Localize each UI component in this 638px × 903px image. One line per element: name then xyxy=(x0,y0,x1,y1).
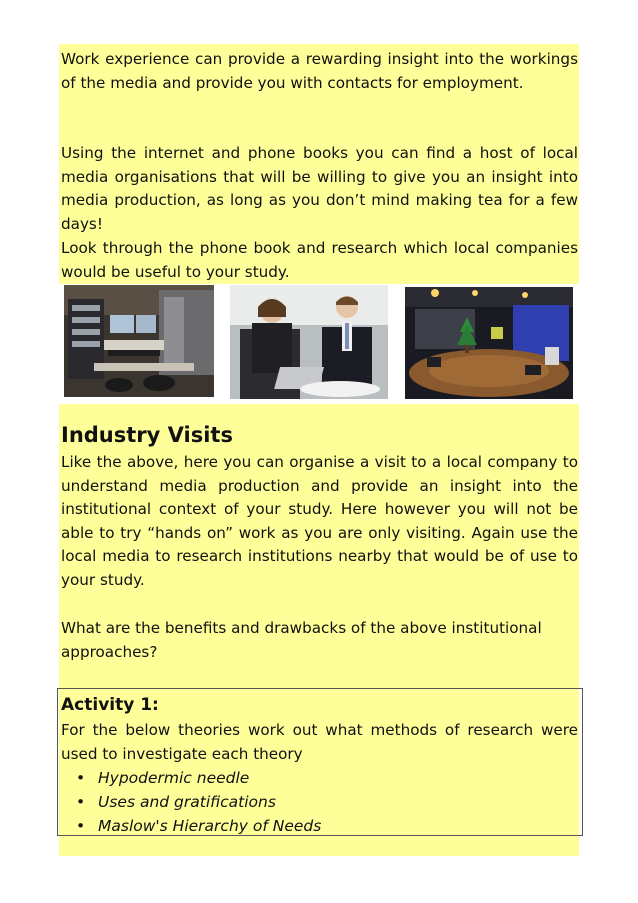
industry-paragraph-1: Like the above, here you can organise a visit to a local company to understand media production and provide an insight into the institutional context of your study. Here however you will not be able to try “hands on” work as you are only visiting. Again use the local media to research institutions nearby that would be of use to your study. xyxy=(61,453,578,589)
intro-paragraph-1: Work experience can provide a rewarding insight into the workings of the media and provide you with contacts for employment. xyxy=(61,50,578,92)
theory-list xyxy=(76,766,321,838)
activity-instructions: For the below theories work out what methods of research were used to investigate each theory xyxy=(61,721,578,763)
list-item xyxy=(76,766,321,790)
interview-photo xyxy=(230,285,388,399)
edit-suite-photo xyxy=(64,285,214,397)
industry-paragraph-2: What are the benefits and drawbacks of the above institutional approaches? xyxy=(61,619,542,661)
theory-label: Hypodermic needle xyxy=(98,769,250,787)
bullet-icon: • xyxy=(76,793,86,811)
industry-visits-heading: Industry Visits xyxy=(61,423,233,447)
theory-label: Uses and gratifications xyxy=(98,793,276,811)
theory-label: Maslow's Hierarchy of Needs xyxy=(98,817,322,835)
intro-paragraph-3: Look through the phone book and research which local companies would be useful to your study. xyxy=(61,239,578,281)
bullet-icon: • xyxy=(76,769,86,787)
intro-paragraph-2: Using the internet and phone books you can find a host of local media organisations that will be willing to give you an insight into media production, as long as you don’t mind making tea for a few days! xyxy=(61,144,578,233)
bullet-icon: • xyxy=(76,817,86,835)
list-item xyxy=(76,790,321,814)
tv-studio-photo xyxy=(405,287,573,399)
activity-title: Activity 1: xyxy=(61,695,159,715)
list-item xyxy=(76,814,321,838)
